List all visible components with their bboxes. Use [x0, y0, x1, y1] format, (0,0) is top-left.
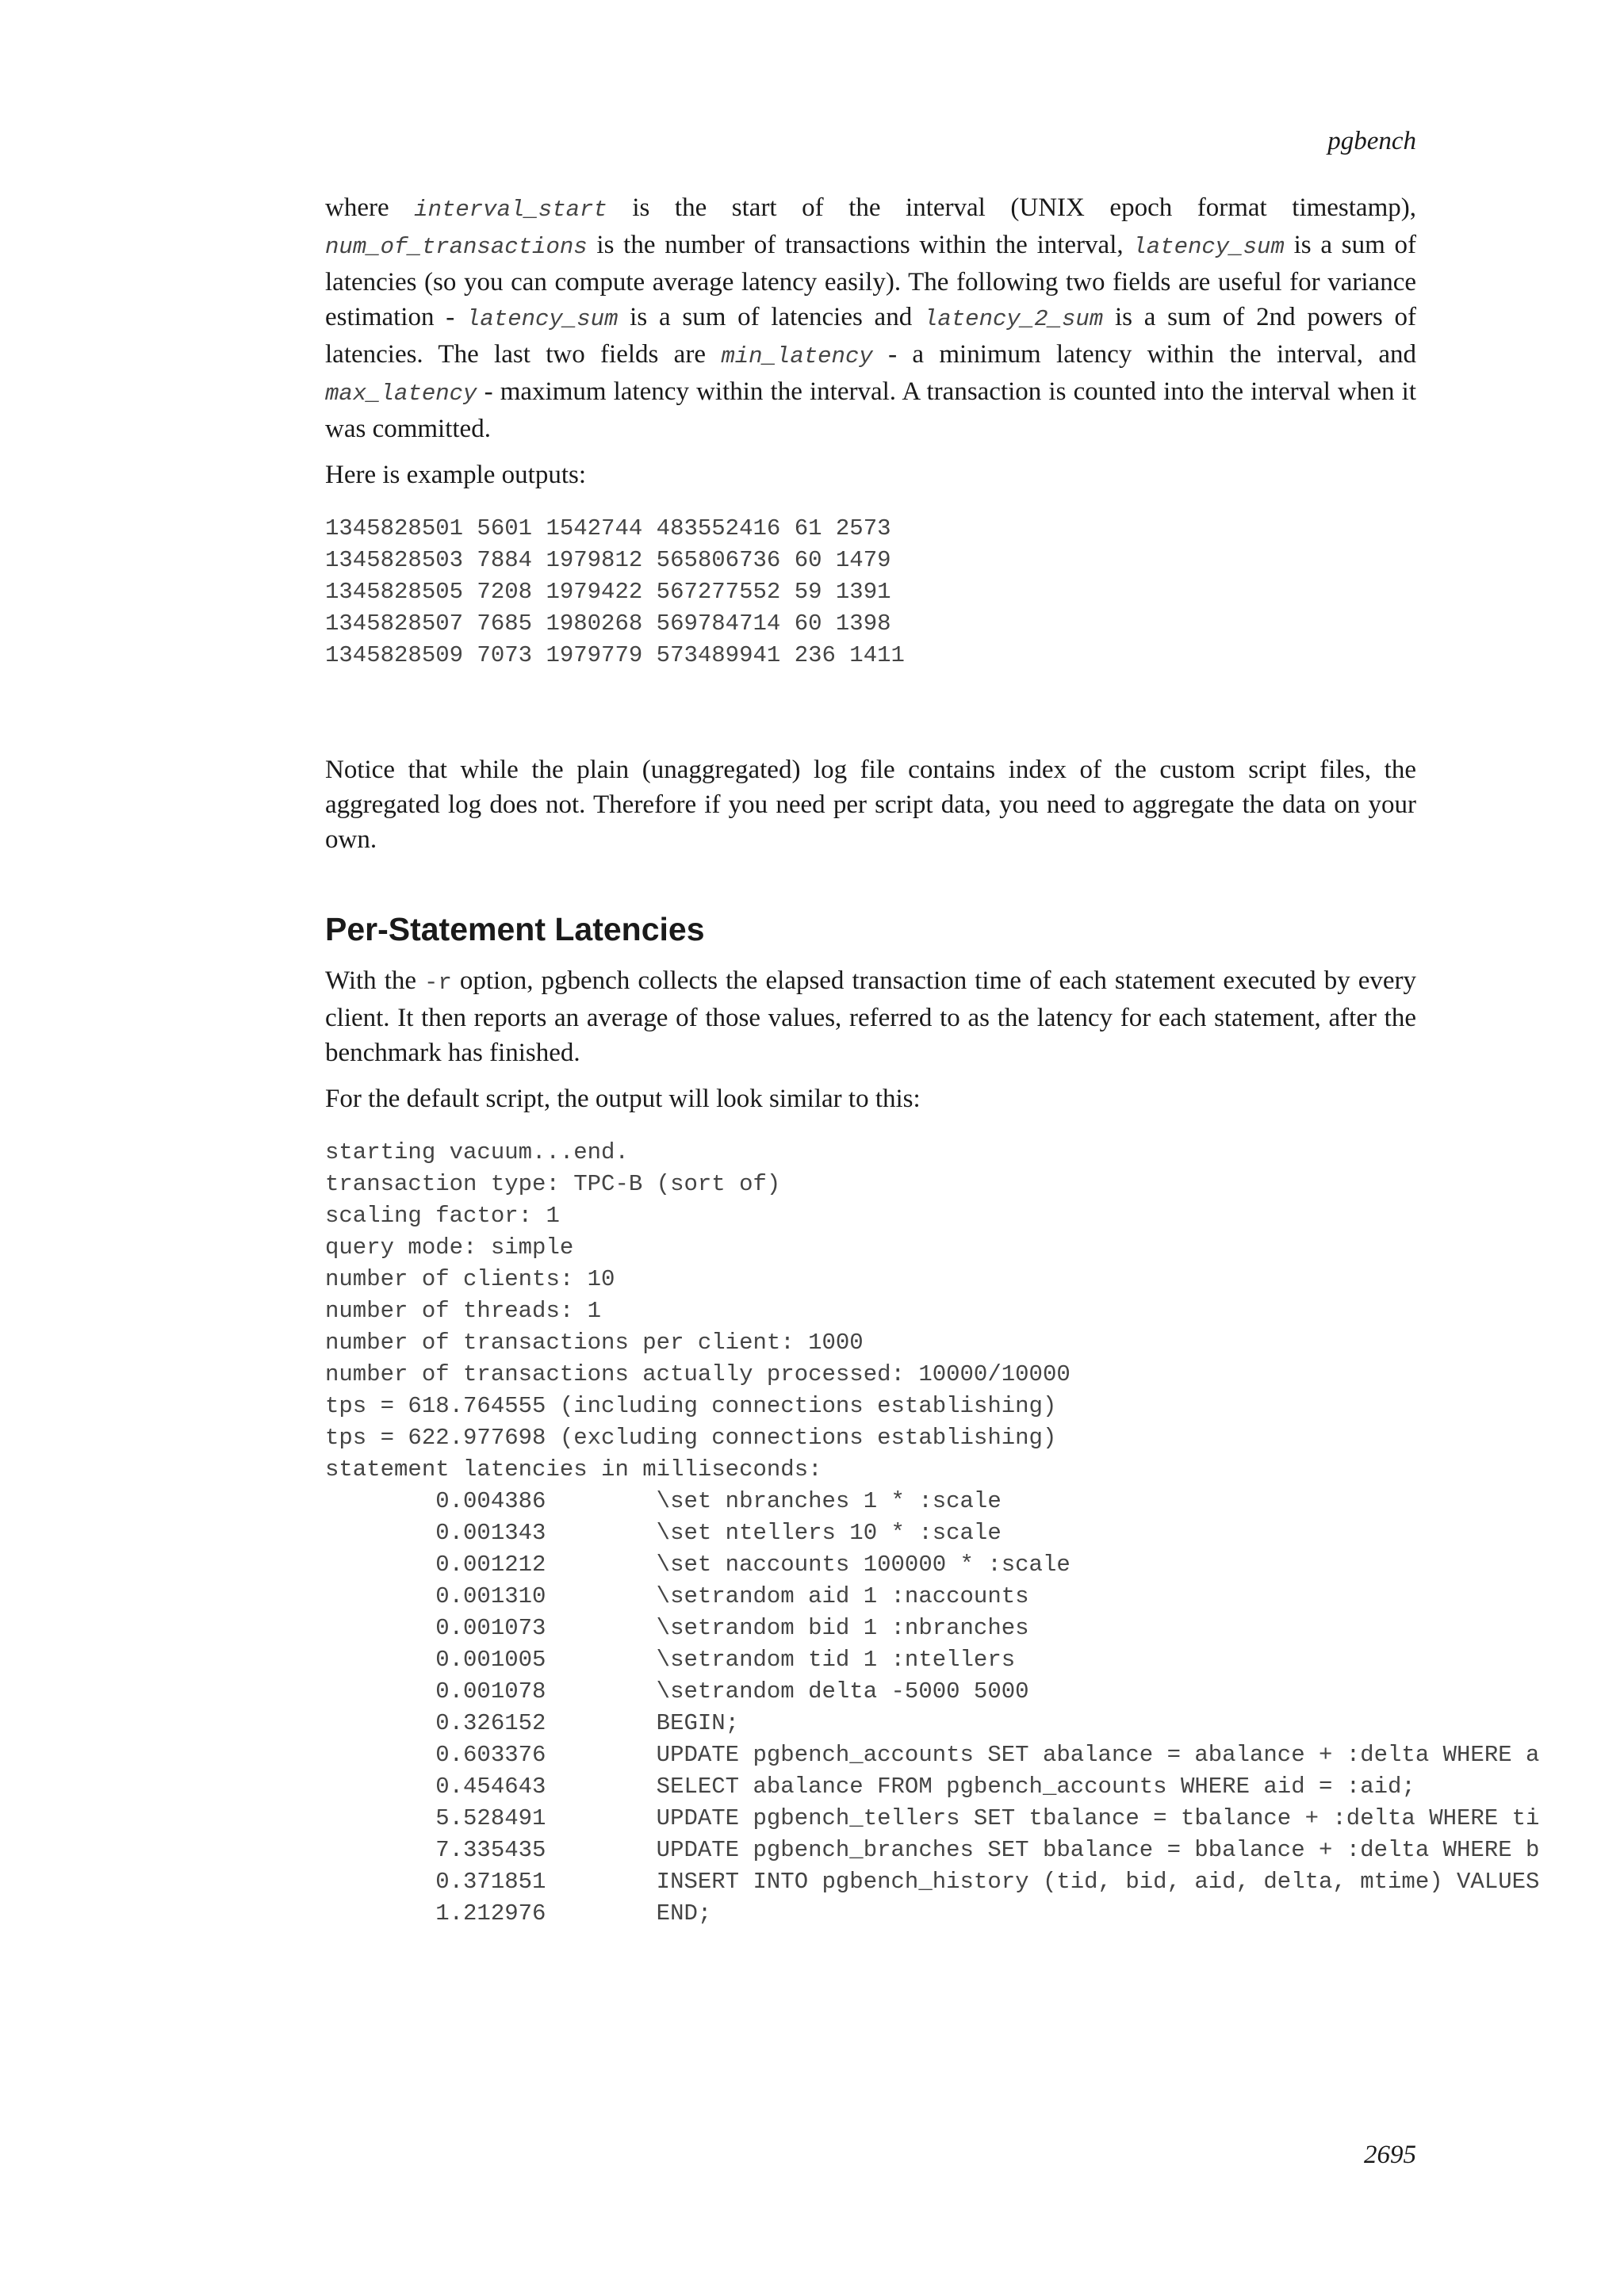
section-p1-text-2: option, pgbench collects the elapsed transaction time of each statement executed by every client. It then reports an average of those values, referred to as the latency for each statement, after the benchmark has finished.	[325, 966, 1417, 1067]
intro-text-8: - maximum latency within the interval. A transaction is counted into the interval when it was committed.	[325, 377, 1416, 443]
intro-text-6: is a sum of 2nd powers of latencies. The last two fields are	[325, 303, 1416, 369]
example-label: Here is example outputs:	[325, 461, 587, 489]
section-heading: Per-Statement Latencies	[325, 911, 705, 947]
section-paragraph-2: For the default script, the output will look similar to this:	[325, 1085, 921, 1113]
code-latency-sum-2: latency_sum	[465, 306, 619, 332]
code-min-latency: min_latency	[721, 343, 873, 369]
page-content	[325, 190, 1540, 1930]
code-r-option: -r	[424, 970, 452, 996]
intro-text-7: - a minimum latency within the interval, and	[872, 340, 1416, 369]
code-num-of-transactions: num_of_transactions	[325, 234, 588, 260]
benchmark-output-block: starting vacuum...end. transaction type: TPC-B (sort of) scaling factor: 1 query mode: simple number of clients: 10 number of threads: 1 number of transactions per client: 1000 number of transactions actually processed: 10000/10000 tps = 618.764555 (including connections establishing) tps = 622.977698 (excluding connections establishing) statement latencies in milliseconds: 0.004386 \set nbranches 1 * :scale 0.001343 \set ntellers 10 * :scale 0.001212 \set naccounts 100000 * :scale 0.001310 \setrandom aid 1 :naccounts 0.001073 \setrandom bid 1 :nbranches 0.001005 \setrandom tid 1 :ntellers 0.001078 \setrandom delta -5000 5000 0.326152 BEGIN; 0.603376 UPDATE pgbench_accounts SET abalance = abalance + :delta WHERE a 0.454643 SELECT abalance FROM pgbench_accounts WHERE aid = :aid; 5.528491 UPDATE pgbench_tellers SET tbalance = tbalance + :delta WHERE ti 7.335435 UPDATE pgbench_branches SET bbalance = bbalance + :delta WHERE b 0.371851 INSERT INTO pgbench_history (tid, bid, aid, delta, mtime) VALUES 1.212976 END;	[325, 1139, 1540, 1927]
intro-paragraph	[325, 190, 1416, 446]
code-interval-start: interval_start	[414, 197, 607, 223]
code-max-latency: max_latency	[325, 381, 477, 407]
intro-text-2: is the start of the interval (UNIX epoch format timestamp),	[607, 193, 1416, 222]
intro-text-4: is a sum of latencies (so you can compute average latency easily). The following two fields are useful for variance estimation -	[325, 231, 1416, 331]
intro-text-3: is the number of transactions within the interval,	[587, 231, 1133, 259]
section-p1-text-1: With the	[325, 966, 425, 995]
example-output-block: 1345828501 5601 1542744 483552416 61 2573 1345828503 7884 1979812 565806736 60 1479 1345828505 7208 1979422 567277552 59 1391 1345828507 7685 1980268 569784714 60 1398 1345828509 7073 1979779 573489941 236 1411	[325, 515, 905, 668]
code-latency-2-sum: latency_2_sum	[923, 306, 1104, 332]
section-paragraph-1	[325, 963, 1416, 1070]
intro-text-5: is a sum of latencies and	[618, 303, 924, 331]
page-number: 2695	[1364, 2141, 1416, 2169]
code-latency-sum: latency_sum	[1132, 234, 1285, 260]
running-header: pgbench	[1327, 127, 1416, 155]
intro-text-1: where	[325, 193, 415, 222]
notice-paragraph: Notice that while the plain (unaggregated) log file contains index of the custom script files, the aggregated log does not. Therefore if you need per script data, you need to aggregate the data on your own.	[325, 756, 1416, 854]
